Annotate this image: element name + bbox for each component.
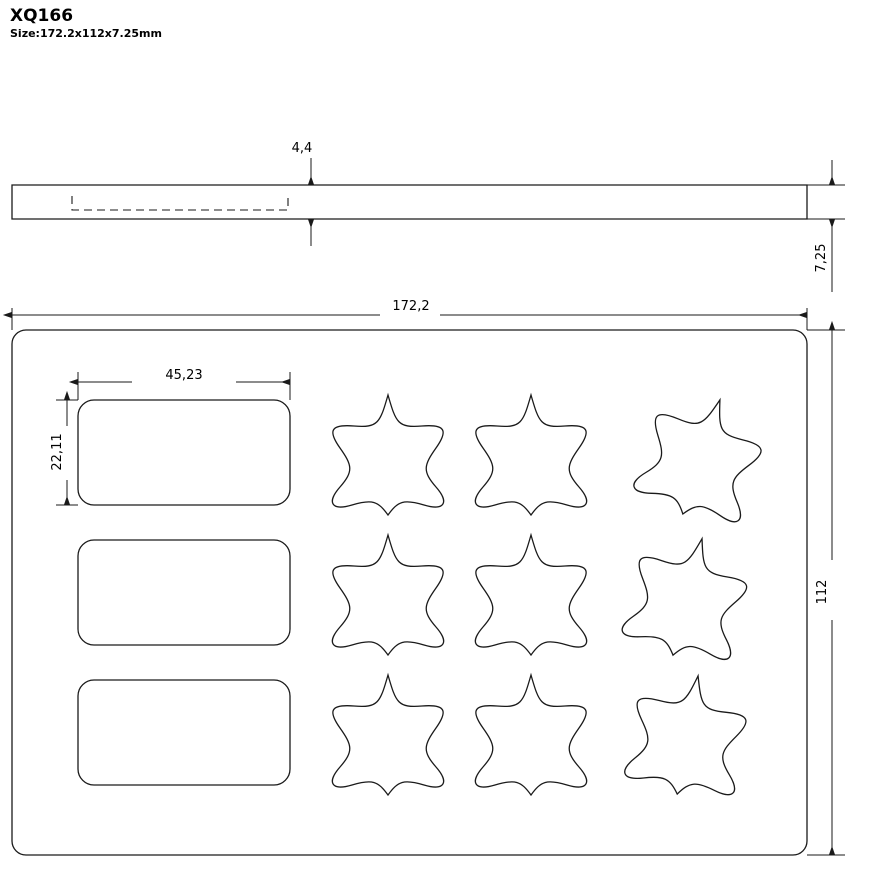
hidden-cavity-line bbox=[72, 196, 288, 210]
star-cavity-7 bbox=[332, 675, 443, 795]
star-cavity-5 bbox=[475, 535, 586, 655]
side-elevation-view bbox=[12, 141, 845, 292]
star-cavity-9 bbox=[622, 666, 752, 803]
star-cavity-grid bbox=[332, 383, 772, 804]
dim-label-cavity-width: 45,23 bbox=[165, 368, 203, 383]
tray-outline bbox=[12, 330, 807, 855]
dim-label-edge-offset: 4,4 bbox=[291, 141, 313, 156]
dim-label-overall-height: 112 bbox=[815, 579, 830, 605]
star-cavity-3 bbox=[630, 383, 773, 532]
page-title: XQ166 bbox=[10, 6, 74, 26]
star-cavity-6 bbox=[619, 525, 756, 668]
star-cavity-2 bbox=[475, 395, 586, 515]
dim-label-thickness: 7,25 bbox=[814, 243, 829, 273]
side-profile-outline bbox=[12, 185, 807, 219]
rect-cavity-1 bbox=[78, 400, 290, 505]
page-subtitle: Size:172.2x112x7.25mm bbox=[10, 27, 162, 40]
star-cavity-1 bbox=[332, 395, 443, 515]
star-cavity-8 bbox=[475, 675, 586, 795]
star-cavity-4 bbox=[332, 535, 443, 655]
dim-label-overall-width: 172,2 bbox=[392, 299, 430, 314]
rect-cavity-3 bbox=[78, 680, 290, 785]
top-plan-view bbox=[12, 299, 845, 855]
dim-label-cavity-height: 22,11 bbox=[50, 433, 65, 471]
rect-cavity-2 bbox=[78, 540, 290, 645]
